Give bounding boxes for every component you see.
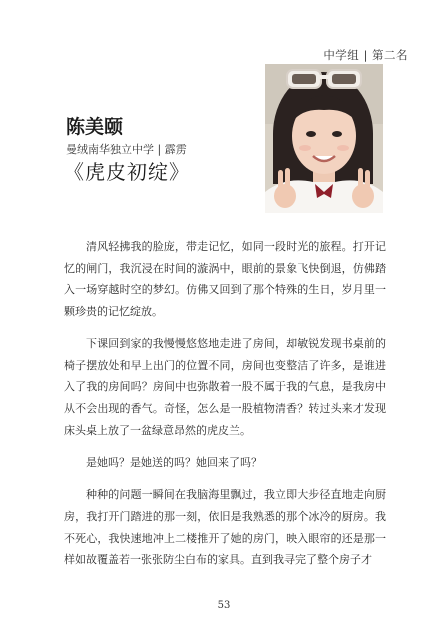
essay-paragraph: 是她吗？是她送的吗？她回来了吗？ [86,455,262,469]
page-number: 53 [217,600,231,611]
author-photo [265,64,383,213]
essay-paragraph: 清风轻拂我的脸庞，带走记忆，如同一段时光的旅程。打开记忆的闸门，我沉浸在时间的漩涡中，眼前的景象飞快倒退，仿佛踏入一场穿越时空的梦幻。仿佛又回到了那个特殊的生日，岁月里一颗珍贵的记忆绽放。 [64,240,386,318]
essay-paragraph: 下课回到家的我慢慢悠悠地走进了房间，却敏锐发现书桌前的椅子摆放处和早上出门的位置不同，房间也变整洁了许多，是谁进入了我的房间吗？房间中也弥散着一股不属于我的气息，是我房中从不会出现的香气。奇怪，怎么是一股植物清香？转过头来才发现床头桌上放了一盆绿意昂然的虎皮兰。 [64,337,386,437]
author-school: 曼绒南华独立中学 | 霹雳 [66,143,187,156]
essay-body [64,236,386,582]
author-portrait-image [265,64,383,213]
author-name: 陈美颐 [66,116,124,138]
category-tag: 中学组 | 第二名 [323,48,408,62]
essay-title: 《虎皮初绽》 [64,160,190,184]
essay-paragraph: 种种的问题一瞬间在我脑海里飘过，我立即大步径直地走向厨房，我打开门踏进的那一刻，依旧是我熟悉的那个冰冷的厨房。我不死心，我快速地冲上二楼推开了她的房门，映入眼帘的还是那一样如故覆盖若一张张防尘白布的家具。直到我寻完了整个房子才 [64,488,386,567]
